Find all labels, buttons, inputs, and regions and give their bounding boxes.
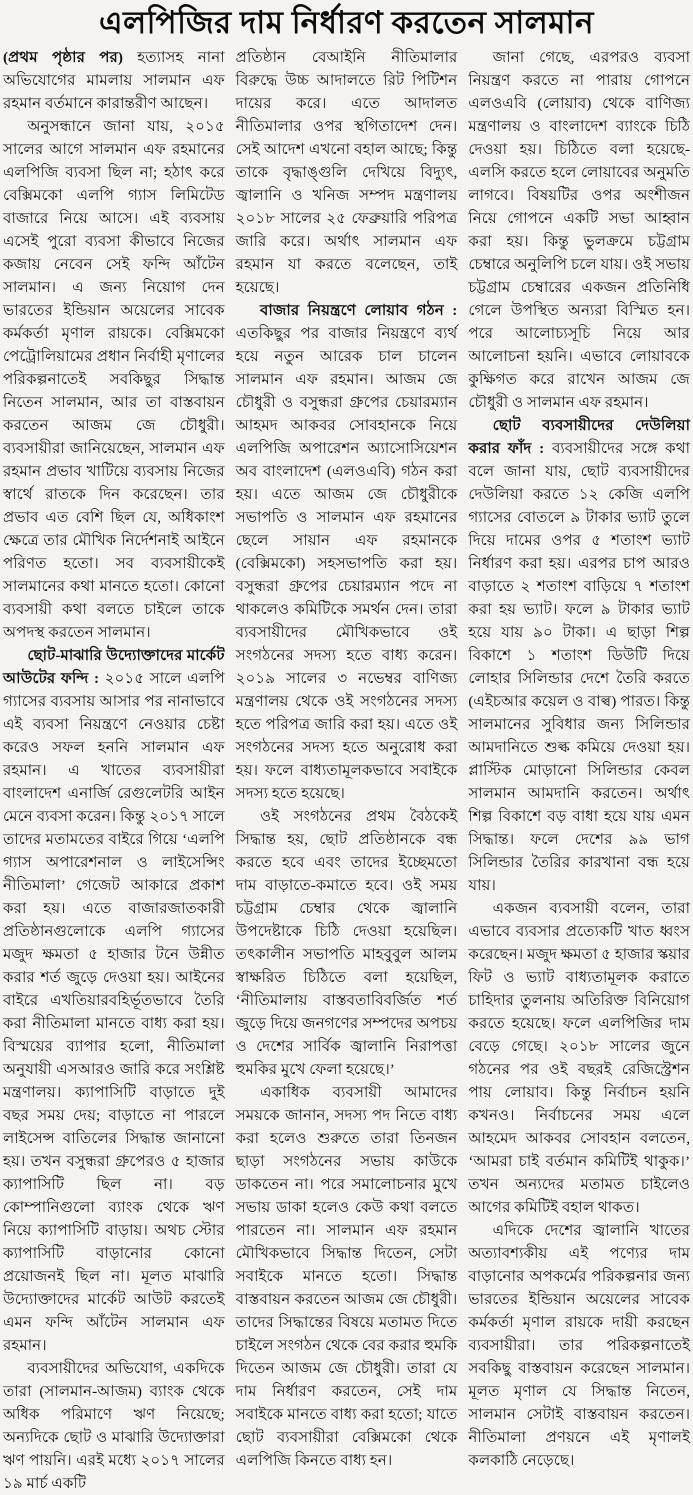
paragraph: এদিকে দেশের জ্বালানি খাতের অত্যাবশ্যকীয় এই পণ্যের দাম বাড়ানোর অপকর্মের পরিকল্পনার জন্য ভারতের ইন্ডিয়ান অয়েলের সাবেক কর্মকর্তা মৃণাল রায়কে দায়ী করছেন ব্যবসায়ীরা। তার পরিকল্পনাতেই সবকিছু বাস্তবায়ন করেছেন সালমান। মূলত মৃণাল যে সিদ্ধান্ত নিতেন, সালমান সেটাই বাস্তবায়ন করতেন। নীতিমালা প্রণয়নে এই মৃণালই কলকাঠি নেড়েছে।	[468, 1222, 691, 1470]
paragraph-lead: (প্রথম পৃষ্ঠার পর)	[3, 49, 138, 67]
paragraph: ছোট ব্যবসায়ীদের দেউলিয়া করার ফাঁদ : ব্যবসায়ীদের সঙ্গে কথা বলে জানা যায়, ছোট ব্যবসায়ীদের দেউলিয়া করতে ১২ কেজি এলপি গ্যাসের বোতলে ৯ টাকার ভ্যাট তুলে দিয়ে দামের ওপর ৫ শতাংশ ভ্যাট নির্ধারণ করা হয়। এরপর চাপ আরও বাড়াতে ২ শতাংশ বাড়িয়ে ৭ শতাংশ করা হয় ভ্যাট। ফলে ৯ টাকার ভ্যাট হয়ে যায় ৯০ টাকা। এ ছাড়া শিল্প বিকাশে ১ শতাংশ ডিউটি দিয়ে লোহার সিলিন্ডার দেশে তৈরি করতে (এইচআর কয়েল ও বাল্ব) পারত। কিন্তু সালমানের সুবিধার জন্য সিলিন্ডার আমদানিতে শুল্ক কমিয়ে দেওয়া হয়। প্লাস্টিক মোড়ানো সিলিন্ডার কেবল সালমান আমদানি করতেন। অর্থাৎ শিল্প বিকাশে বড় বাধা হয়ে যায় এমন সিদ্ধান্ত। ফলে দেশের ৯৯ ভাগ সিলিন্ডার তৈরির কারখানা বন্ধ হয়ে যায়।	[468, 417, 691, 895]
article-column-1	[3, 46, 225, 1495]
paragraph: ব্যবসায়ীদের অভিযোগ, একদিকে তারা (সালমান-আজম) ব্যাংক থেকে অধিক পরিমাণে ঋণ নিয়েছে; অন্যদিকে ছোট ও মাঝারি উদ্যোক্তারা ঋণ পায়নি। এরই মধ্যে ২০১৭ সালের ১৯ মার্চ একটি	[3, 1360, 225, 1493]
article-headline: এলপিজির দাম নির্ধারণ করতেন সালমান	[98, 5, 594, 40]
paragraph: একজন ব্যবসায়ী বলেন, তারা এভাবে ব্যবসার প্রত্যেকটি খাত ধ্বংস করেছেন। মজুদ ক্ষমতা ৫ হাজার স্কয়ার ফিট ও ভ্যাট বাধ্যতামূলক করাতে চাহিদার তুলনায় অতিরিক্ত বিনিয়োগ করতে হয়েছে। ফলে এলপিজির দাম বেড়ে গেছে। ২০১৮ সালের জুনে গঠনের পর ওই বছরই রেজিস্ট্রেশন পায় লোয়াব। কিন্তু নির্বাচন হয়নি কখনও। নির্বাচনের সময় এলে আহমেদ আকবর সোবহান বলতেন, ‘আমরা চাই বর্তমান কমিটিই থাকুক।’ তখন অন্যদের মতামত চাইলেও আগের কমিটিই বহাল থাকত।	[468, 900, 691, 1217]
article-column-3	[468, 46, 690, 1472]
paragraph: (প্রথম পৃষ্ঠার পর) হত্যাসহ নানা অভিযোগের মামলায় সালমান এফ রহমান বর্তমানে কারান্তরীণ আছেন।	[3, 49, 225, 113]
paragraph: ছোট-মাঝারি উদ্যোক্তাদের মার্কেট আউটের ফন্দি : ২০১৫ সালে এলপি গ্যাসের ব্যবসায় আসার পর নানাভাবে এই ব্যবসা নিয়ন্ত্রণে নেওয়ার চেষ্টা করেও সফল হননি সালমান এফ রহমান। এ খাতের ব্যবসায়ীরা বাংলাদেশ এনার্জি রেগুলেটরি আইন মেনে ব্যবসা করেন। কিন্তু ২০১৭ সালে তাদের মতামতের বাইরে গিয়ে ‘এলপি গ্যাস অপারেশনাল ও লাইসেন্সিং নীতিমালা’ গেজেট আকারে প্রকাশ করা হয়। এতে বাজারজাতকারী প্রতিষ্ঠানগুলোকে এলপি গ্যাসের মজুদ ক্ষমতা ৫ হাজার টনে উন্নীত করার শর্ত জুড়ে দেওয়া হয়। আইনের বাইরে এখতিয়ারবহির্ভূতভাবে তৈরি করা নীতিমালা মানতে বাধ্য করা হয়। বিস্ময়ের ব্যাপার হলো, নীতিমালা অনুযায়ী এসআরও জারি করে সংশ্লিষ্ট মন্ত্রণালয়। ক্যাপাসিটি বাড়াতে দুই বছর সময় দেয়; বাড়াতে না পারলে লাইসেন্স বাতিলের সিদ্ধান্ত জানানো হয়। তখন বসুন্ধরা গ্রুপেরও ৫ হাজার ক্যাপাসিটি ছিল না। বড় কোম্পানিগুলো ব্যাংক থেকে ঋণ নিয়ে ক্যাপাসিটি বাড়ায়। অথচ স্টোর ক্যাপাসিটি বাড়ানোর কোনো প্রয়োজনই ছিল না। মূলত মাঝারি উদ্যোক্তাদের মার্কেট আউট করতেই এমন ফন্দি আঁটেন সালমান এফ রহমান।	[3, 647, 225, 1355]
article-column-2	[236, 46, 458, 1472]
paragraph-lead: ছোট ব্যবসায়ীদের দেউলিয়া করার ফাঁদ :	[468, 417, 691, 458]
paragraph: একাধিক ব্যবসায়ী আমাদের সময়কে জানান, সদস্য পদ নিতে বাধ্য করা হলেও শুরুতে তারা তিনজন ছাড়া সংগঠনের সভায় কাউকে ডাকতেন না। পরে সমালোচনার মুখে সভায় ডাকা হলেও কেউ কথা বলতে পারতেন না। সালমান এফ রহমান মৌখিকভাবে সিদ্ধান্ত দিতেন, সেটা সবাইকে মানতে হতো। সিদ্ধান্ত বাস্তবায়ন করতেন আজম জে চৌধুরী। তাদের সিদ্ধান্তের বিষয়ে মতামত দিতে চাইলে সংগঠন থেকে বের করার হুমকি দিতেন আজম জে চৌধুরী। তারা যে দাম নির্ধারণ করতেন, সেই দাম সবাইকে মানতে বাধ্য করা হতো; যাতে ছোট ব্যবসায়ীরা বেক্সিমকো থেকে এলপিজি কিনতে বাধ্য হন।	[235, 1084, 458, 1470]
paragraph: জানা গেছে, এরপরও ব্যবসা নিয়ন্ত্রণ করতে না পারায় গোপনে এলওএবি (লোয়াব) থেকে বাণিজ্য মন্ত্রণালয় ও বাংলাদেশ ব্যাংকে চিঠি দেওয়া হয়। চিঠিতে বলা হয়েছে- এলসি করতে হলে লোয়াবের অনুমতি লাগবে। বিষয়টির ওপর অংশীজন নিয়ে গোপনে একটি সভা আহ্বান করা হয়। কিন্তু ভুলক্রমে চট্টগ্রাম চেম্বারে অনুলিপি চলে যায়। ওই সভায় চট্টগ্রাম চেম্বারের একজন প্রতিনিধি গেলে উপস্থিত অন্যরা বিস্মিত হন। পরে আলোচ্যসূচি নিয়ে আর আলোচনা হয়নি। এভাবে লোয়াবকে কুক্ষিগত করে রাখেন আজম জে চৌধুরী ও সালমান এফ রহমান।	[468, 49, 691, 412]
paragraph: অনুসন্ধানে জানা যায়, ২০১৫ সালের আগে সালমান এফ রহমানের এলপিজি ব্যবসা ছিল না; হঠাৎ করে বেক্সিমকো এলপি গ্যাস লিমিটেড বাজারে নিয়ে আসে। এই ব্যবসায় এসেই পুরো ব্যবসা কীভাবে নিজের কজায় নেবেন সেই ফন্দি আঁটেন সালমান। এ জন্য নিয়োগ দেন ভারতের ইন্ডিয়ান অয়েলের সাবেক কর্মকর্তা মৃণাল রায়কে। বেক্সিমকো পেট্রোলিয়ামের প্রধান নির্বাহী মৃণালের পরিকল্পনাতেই সবকিছুর সিদ্ধান্ত নিতেন সালমান, আর তা বাস্তবায়ন করতেন আজম জে চৌধুরী। ব্যবসায়ীরা জানিয়েছেন, সালমান এফ রহমান প্রভাব খাটিয়ে ব্যবসায় নিজের স্বার্থে রাতকে দিন করেছেন। তার প্রভাব এত বেশি ছিল যে, অধিকাংশ ক্ষেত্রে তার মৌখিক নির্দেশনাই আইনে পরিণত হতো। সব ব্যবসায়ীকেই সালমানের কথা মানতে হতো। কোনো ব্যবসায়ী কথা বলতে চাইলে তাকে অপদস্থ করতেন সালমান।	[3, 118, 225, 642]
paragraph: বাজার নিয়ন্ত্রণে লোয়াব গঠন : এতকিছুর পর বাজার নিয়ন্ত্রণে ব্যর্থ হয়ে নতুন আরেক চাল চালেন সালমান এফ রহমান। আজম জে চৌধুরী ও বসুন্ধরা গ্রুপের চেয়ারম্যান আহমদ আকবর সোবহানকে নিয়ে এলপিজি অপারেশন অ্যাসোসিয়েশন অব বাংলাদেশ (এলওএবি) গঠন করা হয়। এতে আজম জে চৌধুরীকে সভাপতি ও সালমান এফ রহমানের ছেলে সায়ান এফ রহমানকে (বেক্সিমকো) সহসভাপতি করা হয়। বসুন্ধরা গ্রুপের চেয়ারম্যান পদে না থাকলেও কমিটিকে সমর্থন দেন। তারা ব্যবসায়ীদের মৌখিকভাবে ওই সংগঠনের সদস্য হতে বাধ্য করেন। ২০১৯ সালের ৩ নভেম্বর বাণিজ্য মন্ত্রণালয় থেকে ওই সংগঠনের সদস্য হতে পরিপত্র জারি করা হয়। এতে ওই সংগঠনের সদস্য হতে অনুরোধ করা হয়। ফলে বাধ্যতামূলকভাবে সবাইকে সদস্য হতে হয়েছে।	[235, 302, 458, 803]
paragraph: ওই সংগঠনের প্রথম বৈঠকেই সিদ্ধান্ত হয়, ছোট প্রতিষ্ঠানকে বন্ধ করতে হবে এবং তাদের ইচ্ছেমতো দাম বাড়াতে-কমাতে হবে। ওই সময় চট্টগ্রাম চেম্বার থেকে জ্বালানি উপদেষ্টাকে চিঠি দেওয়া হয়েছিল। তৎকালীন সভাপতি মাহবুবুল আলম স্বাক্ষরিত চিঠিতে বলা হয়েছিল, ‘নীতিমালায় বাস্তবতাবিবর্জিত শর্ত জুড়ে দিয়ে জনগণের সম্পদের অপচয় ও দেশের সার্বিক জ্বালানি নিরাপত্তা হুমকির মুখে ফেলা হয়েছে।’	[235, 808, 458, 1079]
article-body	[3, 46, 690, 1495]
paragraph: প্রতিষ্ঠান বেআইনি নীতিমালার বিরুদ্ধে উচ্চ আদালতে রিট পিটিশন দায়ের করে। এতে আদালত নীতিমালার ওপর স্থগিতাদেশ দেন। সেই আদেশ এখনো বহাল আছে; কিন্তু তাকে বৃদ্ধাঙ্গুলি দেখিয়ে বিদ্যুৎ, জ্বালানি ও খনিজ সম্পদ মন্ত্রণালয় ২০১৮ সালের ২৫ ফেব্রুয়ারি পরিপত্র জারি করে। অর্থাৎ সালমান এফ রহমান যা করতে বলেছেন, তাই হয়েছে।	[235, 49, 458, 297]
paragraph-lead: ছোট-মাঝারি উদ্যোক্তাদের মার্কেট আউটের ফন্দি :	[3, 647, 225, 688]
paragraph-lead: বাজার নিয়ন্ত্রণে লোয়াব গঠন :	[259, 302, 458, 320]
